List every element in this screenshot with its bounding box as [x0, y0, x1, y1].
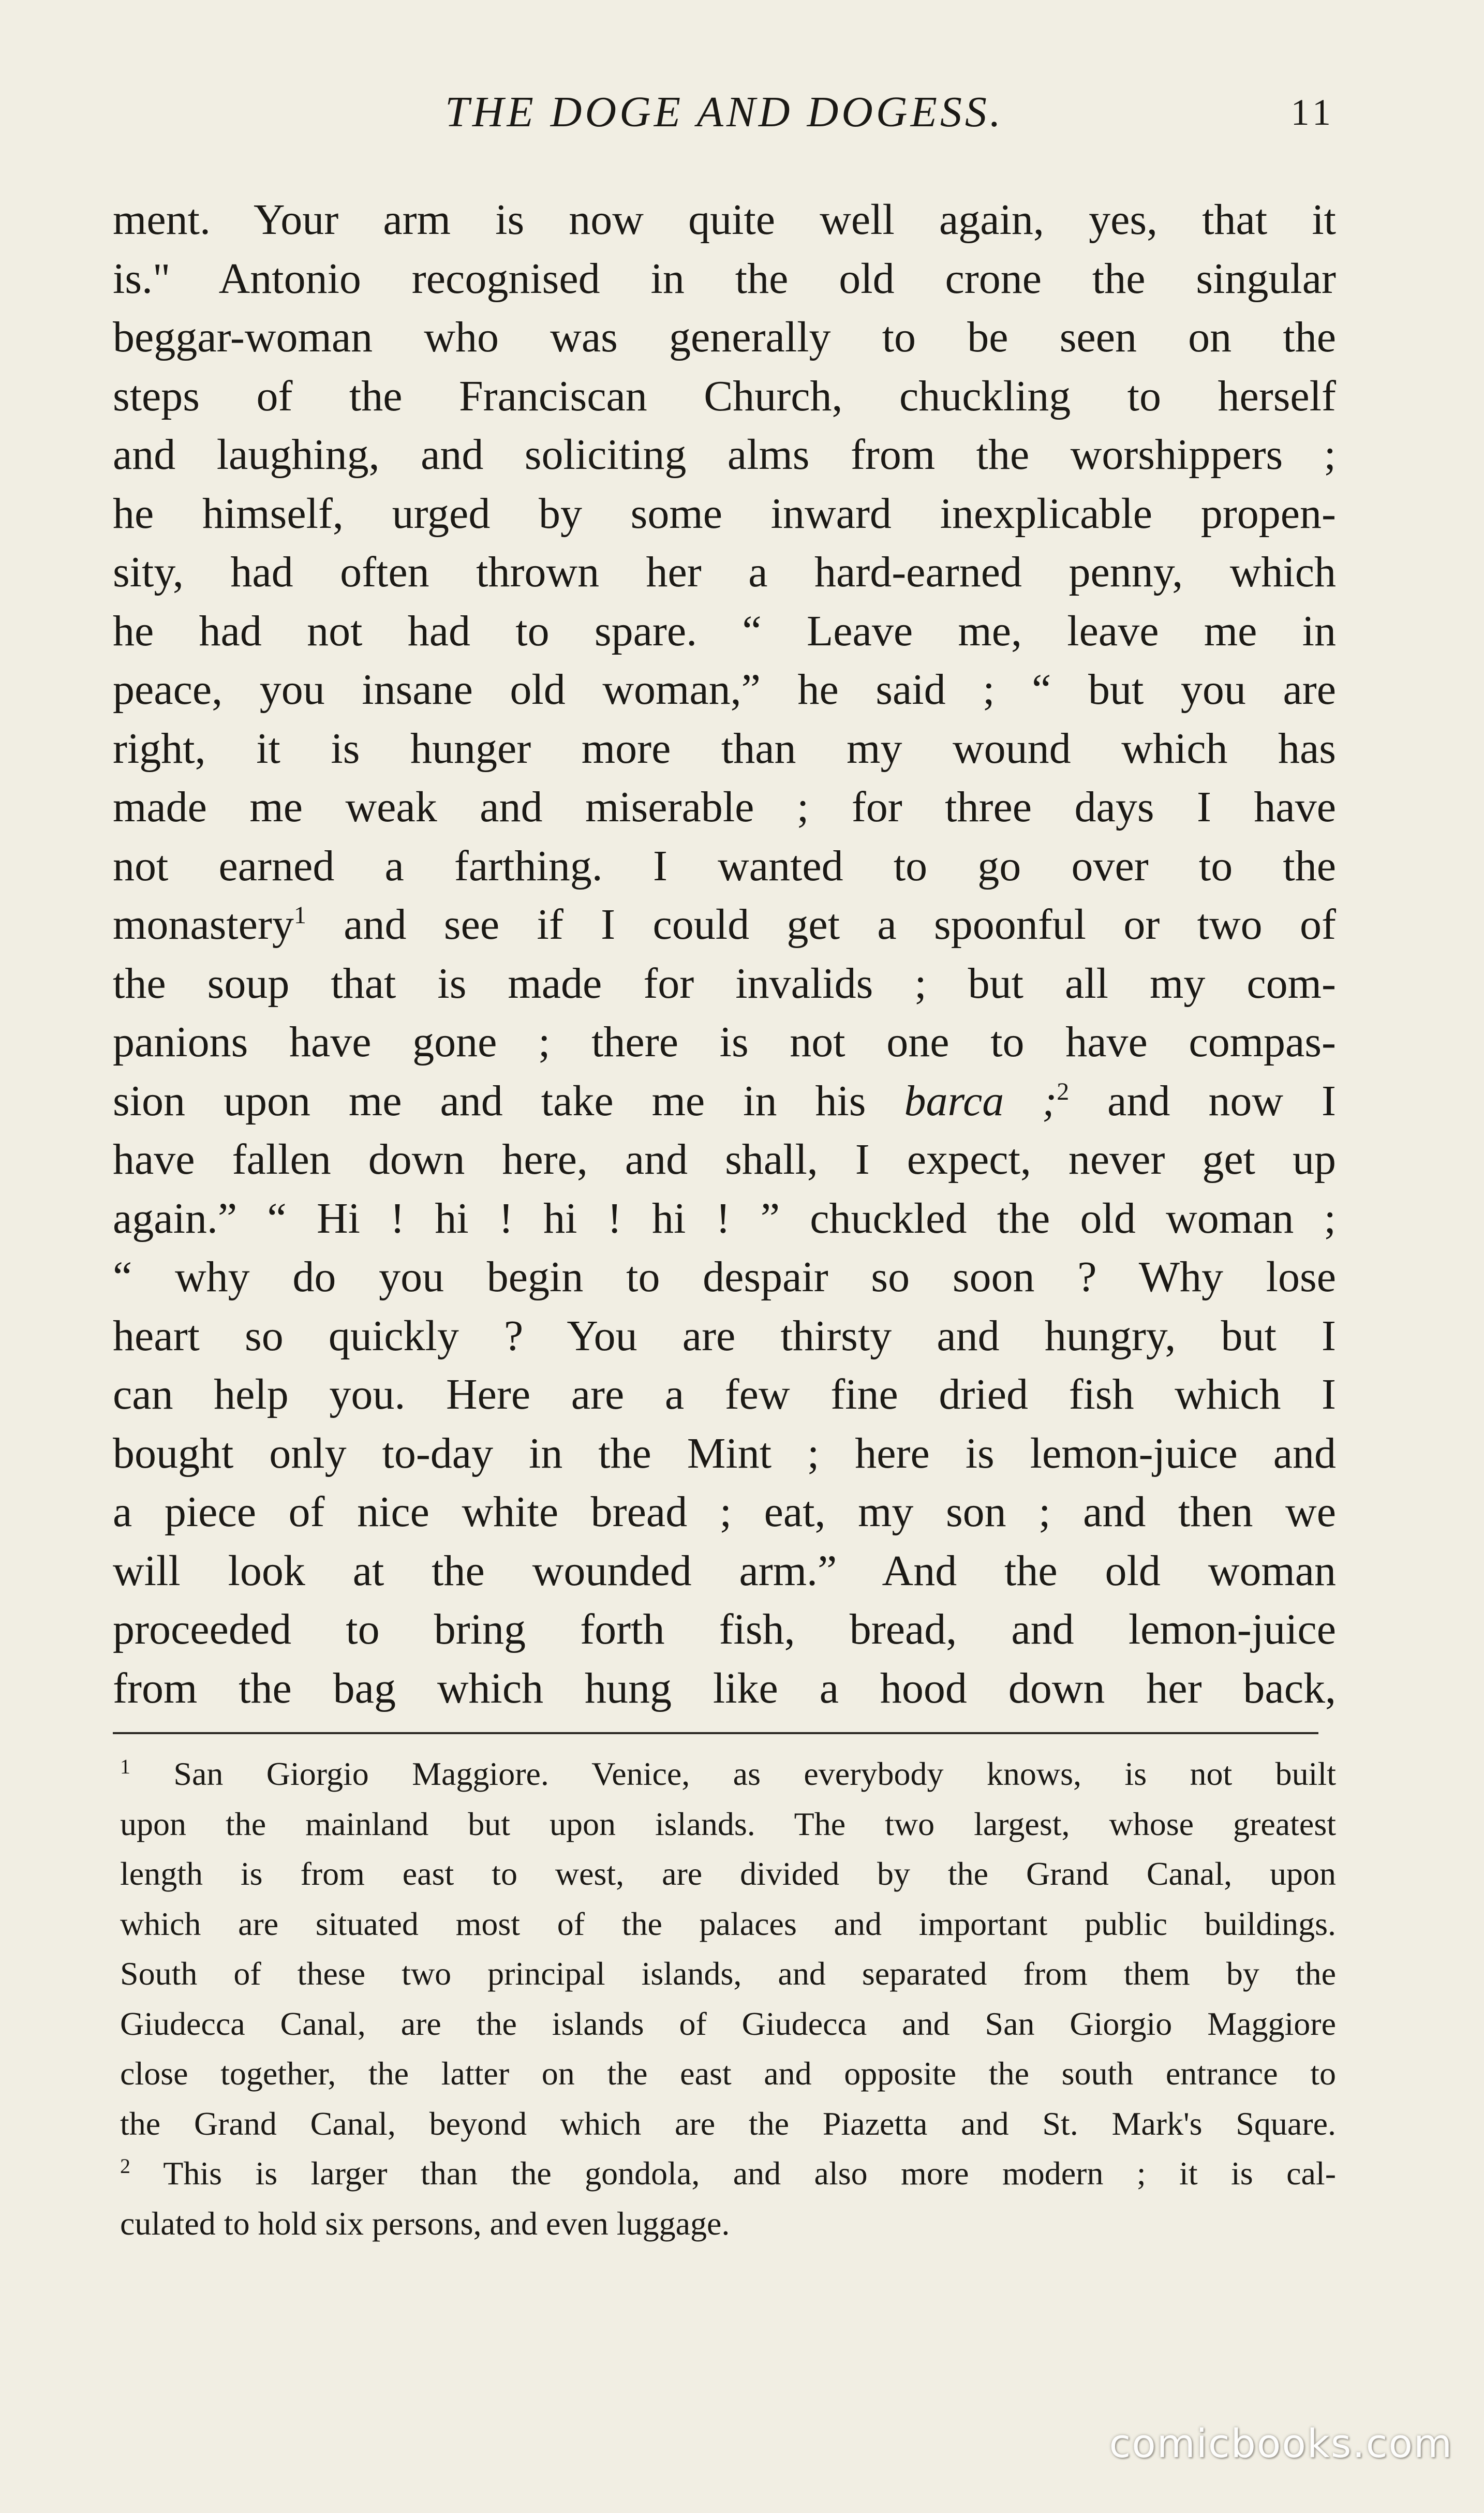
- footnote-marker-1: 1: [120, 1755, 130, 1778]
- body-line: sity, had often thrown her a hard-earned penny, which: [113, 548, 1336, 596]
- body-line: and laughing, and soliciting alms from the worshippers ;: [113, 431, 1336, 479]
- running-title: THE DOGE AND DOGESS.: [445, 88, 1004, 136]
- body-line: will look at the wounded arm.” And the old woman: [113, 1546, 1336, 1595]
- footnote-line: [120, 2149, 1336, 2199]
- body-text-fragment: monastery: [113, 900, 294, 949]
- running-head: [114, 87, 1335, 149]
- footnote-text: This is larger than the gondola, and also more modern ; it is cal-: [130, 2155, 1336, 2192]
- italic-term: barca ;: [904, 1076, 1057, 1125]
- body-line: [113, 895, 1336, 954]
- body-line: the soup that is made for invalids ; but all my com-: [113, 959, 1336, 1008]
- body-line: [113, 1072, 1336, 1131]
- body-line: ment. Your arm is now quite well again, yes, that it: [113, 196, 1336, 244]
- body-text-fragment: and see if I could get a spoonful or two of: [306, 900, 1336, 949]
- body-line: can help you. Here are a few fine dried fish which I: [113, 1370, 1336, 1418]
- body-text-fragment: and now I: [1069, 1076, 1336, 1125]
- footnote-ref-2: 2: [1057, 1077, 1070, 1105]
- body-line: he himself, urged by some inward inexplicable propen-: [113, 489, 1336, 538]
- body-line: right, it is hunger more than my wound which has: [113, 724, 1336, 773]
- footnote-marker-2: 2: [120, 2154, 130, 2178]
- footnote-ref-1: 1: [293, 901, 306, 929]
- body-line: is." Antonio recognised in the old crone the singular: [113, 254, 1336, 303]
- body-line: he had not had to spare. “ Leave me, leave me in: [113, 607, 1336, 655]
- footnote-line: [120, 1749, 1336, 1799]
- body-line: peace, you insane old woman,” he said ; “ but you are: [113, 666, 1336, 714]
- body-line: steps of the Franciscan Church, chuckling to herself: [113, 372, 1336, 420]
- watermark: comicbooks.com: [1109, 2420, 1453, 2466]
- footnote-line: South of these two principal islands, and separated from them by the: [120, 1955, 1336, 1992]
- body-line: panions have gone ; there is not one to have compas-: [113, 1018, 1336, 1066]
- body-line: have fallen down here, and shall, I expect, never get up: [113, 1135, 1336, 1184]
- body-text-fragment: sion upon me and take me in his: [113, 1076, 904, 1125]
- body-line: bought only to-day in the Mint ; here is lemon-juice and: [113, 1429, 1336, 1477]
- footnote-line: which are situated most of the palaces and important public buildings.: [120, 1905, 1336, 1942]
- body-line: “ why do you begin to despair so soon ? Why lose: [113, 1253, 1336, 1301]
- footnote-line: culated to hold six persons, and even luggage.: [120, 2205, 730, 2242]
- body-line: proceeded to bring forth fish, bread, and lemon-juice: [113, 1605, 1336, 1653]
- footnote-line: Giudecca Canal, are the islands of Giudecca and San Giorgio Maggiore: [120, 2005, 1336, 2042]
- body-line: beggar-woman who was generally to be seen on the: [113, 313, 1336, 361]
- footnote-text: San Giorgio Maggiore. Venice, as everybody knows, is not built: [130, 1755, 1336, 1792]
- footnote-line: the Grand Canal, beyond which are the Piazetta and St. Mark's Square.: [120, 2105, 1336, 2142]
- body-line: heart so quickly ? You are thirsty and hungry, but I: [113, 1311, 1336, 1360]
- body-line: not earned a farthing. I wanted to go over to the: [113, 841, 1336, 890]
- footnote-divider: [113, 1732, 1318, 1734]
- page-number: 11: [1290, 92, 1335, 133]
- footnote-line: length is from east to west, are divided by the Grand Canal, upon: [120, 1855, 1336, 1892]
- footnote-line: upon the mainland but upon islands. The two largest, whose greatest: [120, 1805, 1336, 1842]
- body-text: [113, 190, 1336, 1718]
- footnotes: [120, 1749, 1336, 2249]
- body-line: made me weak and miserable ; for three days I have: [113, 783, 1336, 831]
- body-line: a piece of nice white bread ; eat, my son ; and then we: [113, 1488, 1336, 1536]
- body-line: from the bag which hung like a hood down her back,: [113, 1664, 1336, 1712]
- footnote-line: close together, the latter on the east and opposite the south entrance to: [120, 2055, 1336, 2092]
- body-line: again.” “ Hi ! hi ! hi ! hi ! ” chuckled the old woman ;: [113, 1194, 1336, 1243]
